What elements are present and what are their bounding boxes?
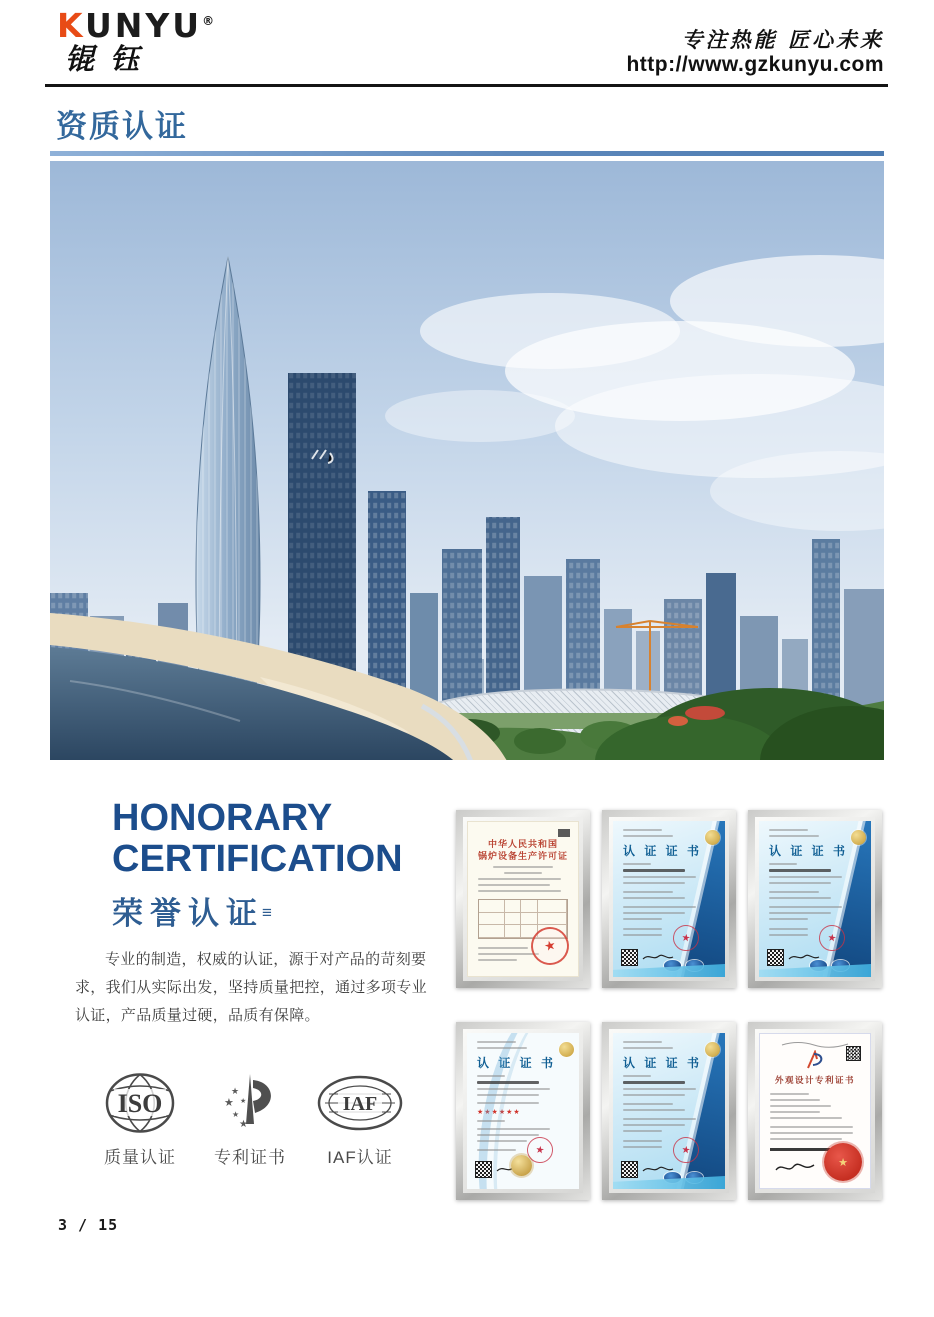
logo-letter-k: K <box>57 6 85 45</box>
qr-code <box>621 949 638 966</box>
iaf-oval-icon <box>316 1072 404 1134</box>
cert-title: 认 证 证 书 <box>623 1056 703 1070</box>
cert-title: 认 证 证 书 <box>769 844 849 858</box>
qr-code <box>767 949 784 966</box>
certificate-blue-2 <box>748 810 882 988</box>
certificates-grid <box>456 810 882 1200</box>
patent-star-icon <box>219 1072 281 1134</box>
red-star-seal-icon: ★ <box>525 1135 554 1164</box>
honorary-subtitle-cn: 荣誉认证≡ <box>112 896 272 931</box>
certificate-blue-1 <box>602 810 736 988</box>
cert-title: 认 证 证 书 <box>477 1056 557 1070</box>
badge-patent <box>206 1072 294 1168</box>
license-title: 中华人民共和国 锅炉设备生产许可证 <box>477 839 568 861</box>
badge-iso <box>96 1072 184 1168</box>
svg-text:IAF: IAF <box>342 1093 378 1115</box>
badge-iaf-label: IAF认证 <box>327 1148 393 1167</box>
logo-chinese-name: 锟钰 <box>65 42 156 76</box>
certificate-license <box>456 810 590 988</box>
ornament <box>780 1040 850 1048</box>
certificate-patent <box>748 1022 882 1200</box>
certificate-light <box>456 1022 590 1200</box>
badge-iso-label: 质量认证 <box>104 1148 176 1167</box>
qr-code <box>846 1046 861 1061</box>
title-underline <box>50 151 884 156</box>
svg-text:★: ★ <box>240 1098 247 1105</box>
honorary-title-line2: CERTIFICATION <box>112 838 403 880</box>
tribar-icon: ≡ <box>262 903 272 922</box>
qr-code <box>621 1161 638 1178</box>
red-star-seal-icon: ★ <box>671 1135 700 1164</box>
red-seal-icon: ★ <box>527 923 573 969</box>
svg-text:★: ★ <box>224 1097 234 1109</box>
page-title: 资质认证 <box>56 109 188 145</box>
certificate-blue-3 <box>602 1022 736 1200</box>
logo-wordmark <box>57 4 217 43</box>
svg-text:★: ★ <box>239 1119 248 1130</box>
company-website-link[interactable]: http://www.gzkunyu.com <box>626 53 884 76</box>
national-emblem-seal-icon: ★ <box>824 1143 862 1181</box>
certification-badges <box>96 1072 404 1168</box>
qr-code <box>475 1161 492 1178</box>
badge-patent-label: 专利证书 <box>214 1148 286 1167</box>
gold-emblem-icon <box>705 1042 720 1057</box>
red-stars-row: ★★★★★★ <box>477 1109 521 1116</box>
divider-bar <box>770 1148 831 1151</box>
honorary-block <box>112 798 403 933</box>
iso-globe-icon <box>104 1072 176 1134</box>
patent-title: 外观设计专利证书 <box>774 1075 855 1085</box>
gold-emblem-icon <box>705 830 720 845</box>
gold-emblem-icon <box>851 830 866 845</box>
honorary-paragraph: 专业的制造，权威的认证，源于对产品的苛刻要求，我们从实际出发，坚持质量把控，通过多项专业认证，产品质量过硬，品质有保障。 <box>75 951 427 1024</box>
red-flower-patch <box>685 706 725 720</box>
honorary-title-line1: HONORARY <box>112 797 333 839</box>
gold-emblem-icon <box>559 1042 574 1057</box>
svg-text:★: ★ <box>232 1110 240 1119</box>
red-star-seal-icon: ★ <box>817 923 846 952</box>
company-tagline: 专注热能 匠心未来 <box>681 27 884 52</box>
badge-iaf <box>316 1072 404 1168</box>
cnipa-logo-icon <box>804 1050 826 1070</box>
svg-text:★: ★ <box>231 1086 240 1096</box>
logo-letters-rest: UNYU <box>85 6 203 45</box>
header-divider <box>45 84 888 87</box>
city-skyline-photo <box>50 161 884 760</box>
company-logo <box>57 4 217 75</box>
svg-text:ISO: ISO <box>117 1089 163 1118</box>
red-star-seal-icon: ★ <box>671 923 700 952</box>
signature <box>774 1160 818 1176</box>
license-corner-stamp <box>558 829 570 837</box>
registered-mark-icon: ® <box>202 14 218 28</box>
cert-title: 认 证 证 书 <box>623 844 703 858</box>
page-number: 3 / 15 <box>58 1216 119 1234</box>
